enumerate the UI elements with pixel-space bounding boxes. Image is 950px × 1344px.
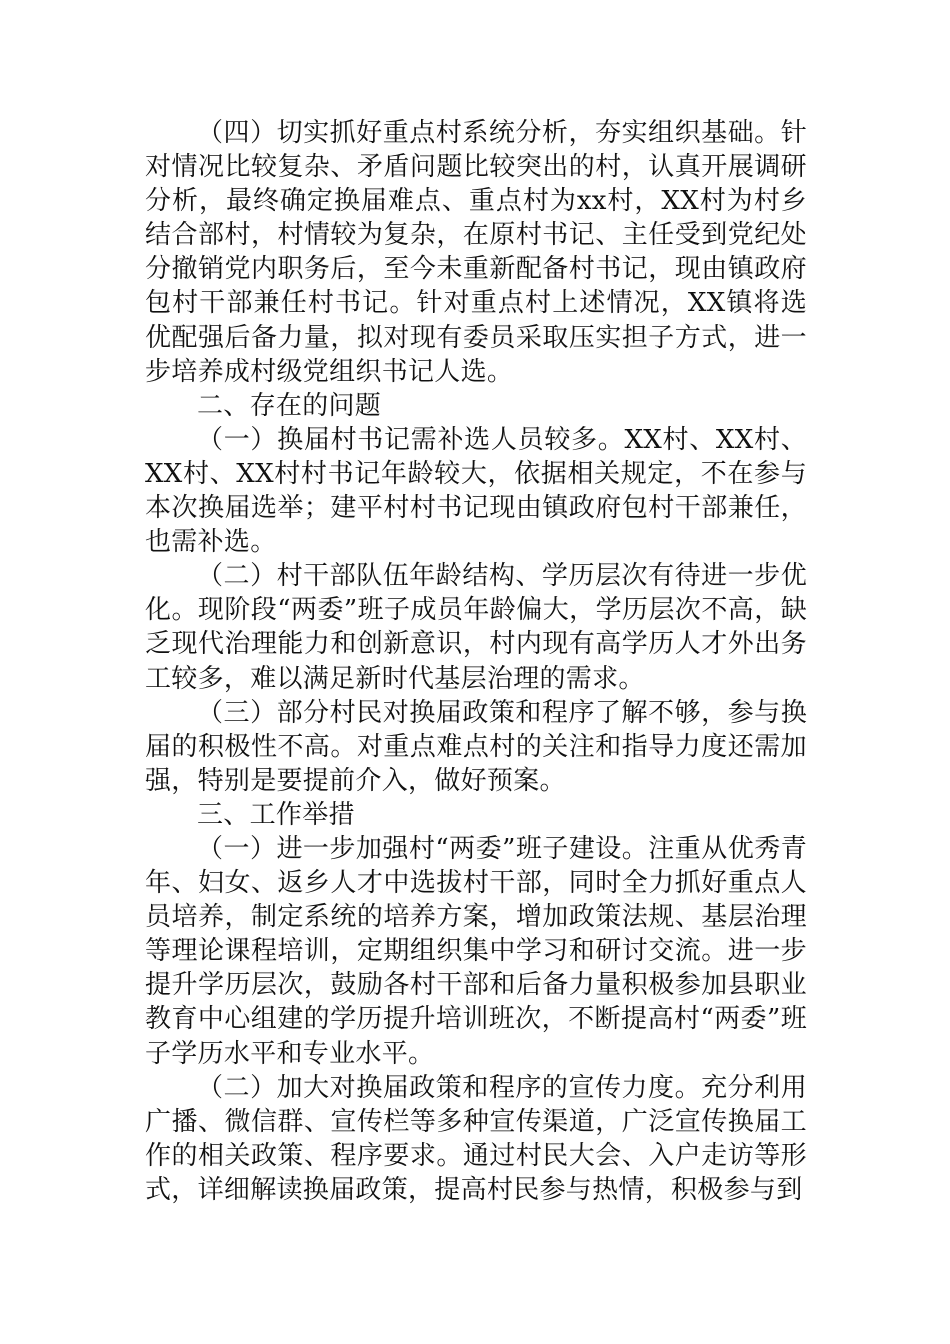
paragraph-measure-2: （二）加大对换届政策和程序的宣传力度。充分利用广播、微信群、宣传栏等多种宣传渠道，广泛宣传换届工作的相关政策、程序要求。通过村民大会、入户走访等形式，详细解读换届政策，提高村民参与热情，积极参与到 <box>145 1072 807 1205</box>
section-heading-problems: 二、存在的问题 <box>197 390 382 421</box>
paragraph-problem-3: （三）部分村民对换届政策和程序了解不够，参与换届的积极性不高。对重点难点村的关注和指导力度还需加强，特别是要提前介入，做好预案。 <box>145 697 807 796</box>
paragraph-problem-1: （一）换届村书记需补选人员较多。XX村、XX村、XX村、XX村村书记年龄较大，依据相关规定，不在参与本次换届选举；建平村村书记现由镇政府包村干部兼任，也需补选。 <box>145 424 807 558</box>
section-heading-measures: 三、工作举措 <box>197 799 355 830</box>
paragraph-measure-1: （一）进一步加强村“两委”班子建设。注重从优秀青年、妇女、返乡人才中选拔村干部，同时全力抓好重点人员培养，制定系统的培养方案，增加政策法规、基层治理等理论课程培训，定期组织集中学习和研讨交流。进一步提升学历层次，鼓励各村干部和后备力量积极参加县职业教育中心组建的学历提升培训班次，不断提高村“两委”班子学历水平和专业水平。 <box>145 833 807 1069</box>
paragraph-4-key-village-analysis: （四）切实抓好重点村系统分析，夯实组织基础。针对情况比较复杂、矛盾问题比较突出的村，认真开展调研分析，最终确定换届难点、重点村为xx村，XX村为村乡结合部村，村情较为复杂，在原村书记、主任受到党纪处分撤销党内职务后，至今未重新配备村书记，现由镇政府包村干部兼任村书记。针对重点村上述情况，XX镇将选优配强后备力量，拟对现有委员采取压实担子方式，进一步培养成村级党组织书记人选。 <box>145 118 807 387</box>
document-body <box>145 116 807 1207</box>
paragraph-problem-2: （二）村干部队伍年龄结构、学历层次有待进一步优化。现阶段“两委”班子成员年龄偏大，学历层次不高，缺乏现代治理能力和创新意识，村内现有高学历人才外出务工较多，难以满足新时代基层治理的需求。 <box>145 561 807 694</box>
